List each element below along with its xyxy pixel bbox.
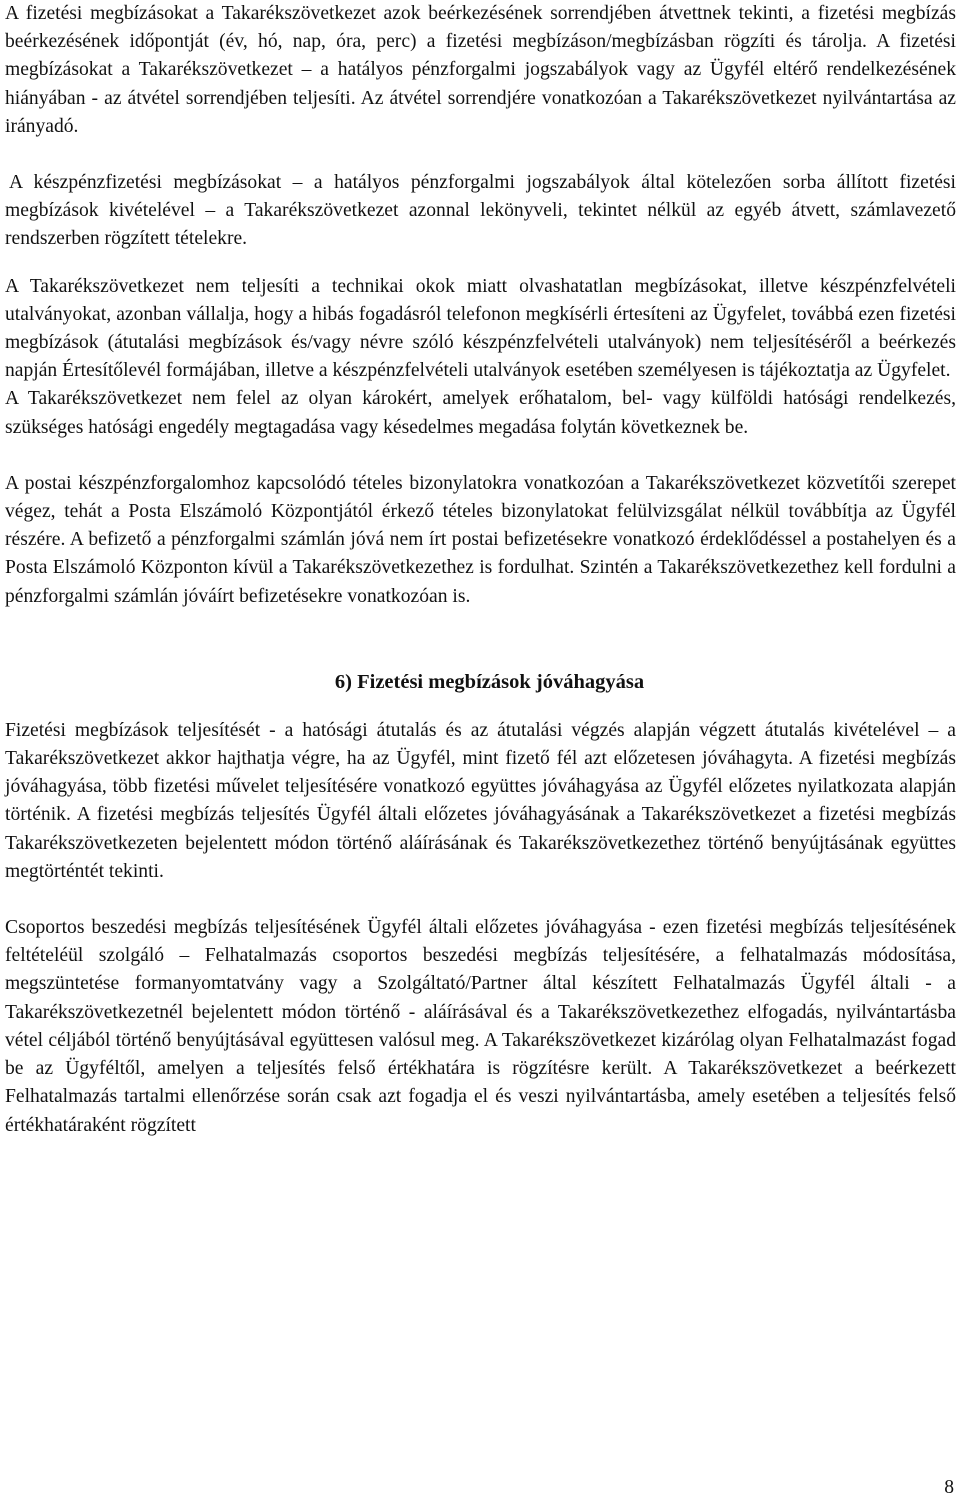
paragraph-direct-debit-approval: Csoportos beszedési megbízás teljesítésének Ügyfél általi előzetes jóváhagyása - ezen fizetési megbízás teljesítésének feltételéül szolgáló – Felhatalmazás csoportos beszedési megbízás teljesítésére, a felhatalmazás módosítása, megszüntetése formanyomtatvány vagy a Szolgáltató/Partner által készített Felhatalmazás Ügyfél általi - a Takarékszövetkezetnél bejelentett módon történő - aláírásával és a Takarékszövetkezethez elfogadás, nyilvántartásba vétel céljából történő benyújtásával együttesen valósul meg. A Takarékszövetkezet kizárólag olyan Felhatalmazást fogad be az Ügyféltől, amelyen a teljesítés felső értékhatára is rögzítésre került. A Takarékszövetkezet a beérkezett Felhatalmazás tartalmi ellenőrzése során csak azt fogadja el és veszi nyilvántartásba, amely esetében a teljesítés felső értékhatáraként rögzített [5,917,956,1136]
page-number: 8 [944,1477,954,1498]
paragraph-approval: Fizetési megbízások teljesítését - a hatósági átutalás és az átutalási végzés alapján végzett átutalás kivételével – a Takarékszövetkezet akkor hajthatja végre, ha az Ügyfél, mint fizető fél azt előzetesen jóváhagyta. A fizetési megbízás jóváhagyása, több fizetési művelet teljesítésére vonatkozó együttes jóváhagyása az Ügyfél előzetes nyilatkozata alapján történik. A fizetési megbízás teljesítés Ügyfél általi előzetes jóváhagyásának a Takarékszövetkezet a fizetési megbízás Takarékszövetkezeten bejelentett módon történő aláírásának és Takarékszövetkezethez történő benyújtásának együttes megtörténtét tekinti. [5,719,956,882]
paragraph-liability: A Takarékszövetkezet nem felel az olyan károkért, amelyek erőhatalom, bel- vagy külföldi hatósági rendelkezés, szükséges hatósági engedély megtagadása vagy késedelmes megadása folytán következnek be. [5,388,956,438]
document-page [5,0,956,1140]
paragraph-order-of-receipt: A fizetési megbízásokat a Takarékszövetkezet azok beérkezésének sorrendjében átvettnek tekinti, a fizetési megbízás beérkezésének időpontját (év, hó, nap, óra, perc) a fizetési megbízáson/megbízásban rögzíti és tárolja. A fizetési megbízásokat a Takarékszövetkezet – a hatályos pénzforgalmi jogszabályok vagy az Ügyfél eltérő rendelkezésének hiányában - az átvétel sorrendjében teljesíti. Az átvétel sorrendjére vonatkozóan a Takarékszövetkezet nyilvántartása az irányadó. [5,3,956,137]
section-heading: 6) Fizetési megbízások jóváhagyása [334,670,645,693]
paragraph-postal-cash: A postai készpénzforgalomhoz kapcsolódó tételes bizonylatokra vonatkozóan a Takarékszövetkezet közvetítői szerepet végez, tehát a Posta Elszámoló Központjától érkező tételes bizonylatokat felülvizsgálat nélkül továbbítja az Ügyfél részére. A befizető a pénzforgalmi számlán jóvá nem írt postai befizetésekre vonatkozó érdeklődéssel a postahelyen és a Posta Elszámoló Központon kívül a Takarékszövetkezethez is fordulhat. Szintén a Takarékszövetkezethez kell fordulni a pénzforgalmi számlán jóváírt befizetésekre vonatkozóan is. [5,472,956,607]
paragraph-illegible-orders: A Takarékszövetkezet nem teljesíti a technikai okok miatt olvashatatlan megbízásokat, illetve készpénzfelvételi utalványokat, azonban vállalja, hogy a hibás fogadásról telefonon megkísérli értesíteni az Ügyfelet, továbbá ezen fizetési megbízások (átutalási megbízások és/vagy névre szóló készpénzfelvételi utalványok) nem teljesítéséről a beérkezés napján Értesítőlevél formájában, illetve a készpénzfelvételi utalványok esetében személyesen is tájékoztatja az Ügyfelet. [5,275,956,382]
paragraph-cash-payment-orders: A készpénzfizetési megbízásokat – a hatályos pénzforgalmi jogszabályok által kötelezően sorba állított fizetési megbízások kivételével – a Takarékszövetkezet azonnal lekönyveli, tekintet nélkül az egyéb átvett, számlavezető rendszerben rögzített tételekre. [5,172,956,250]
